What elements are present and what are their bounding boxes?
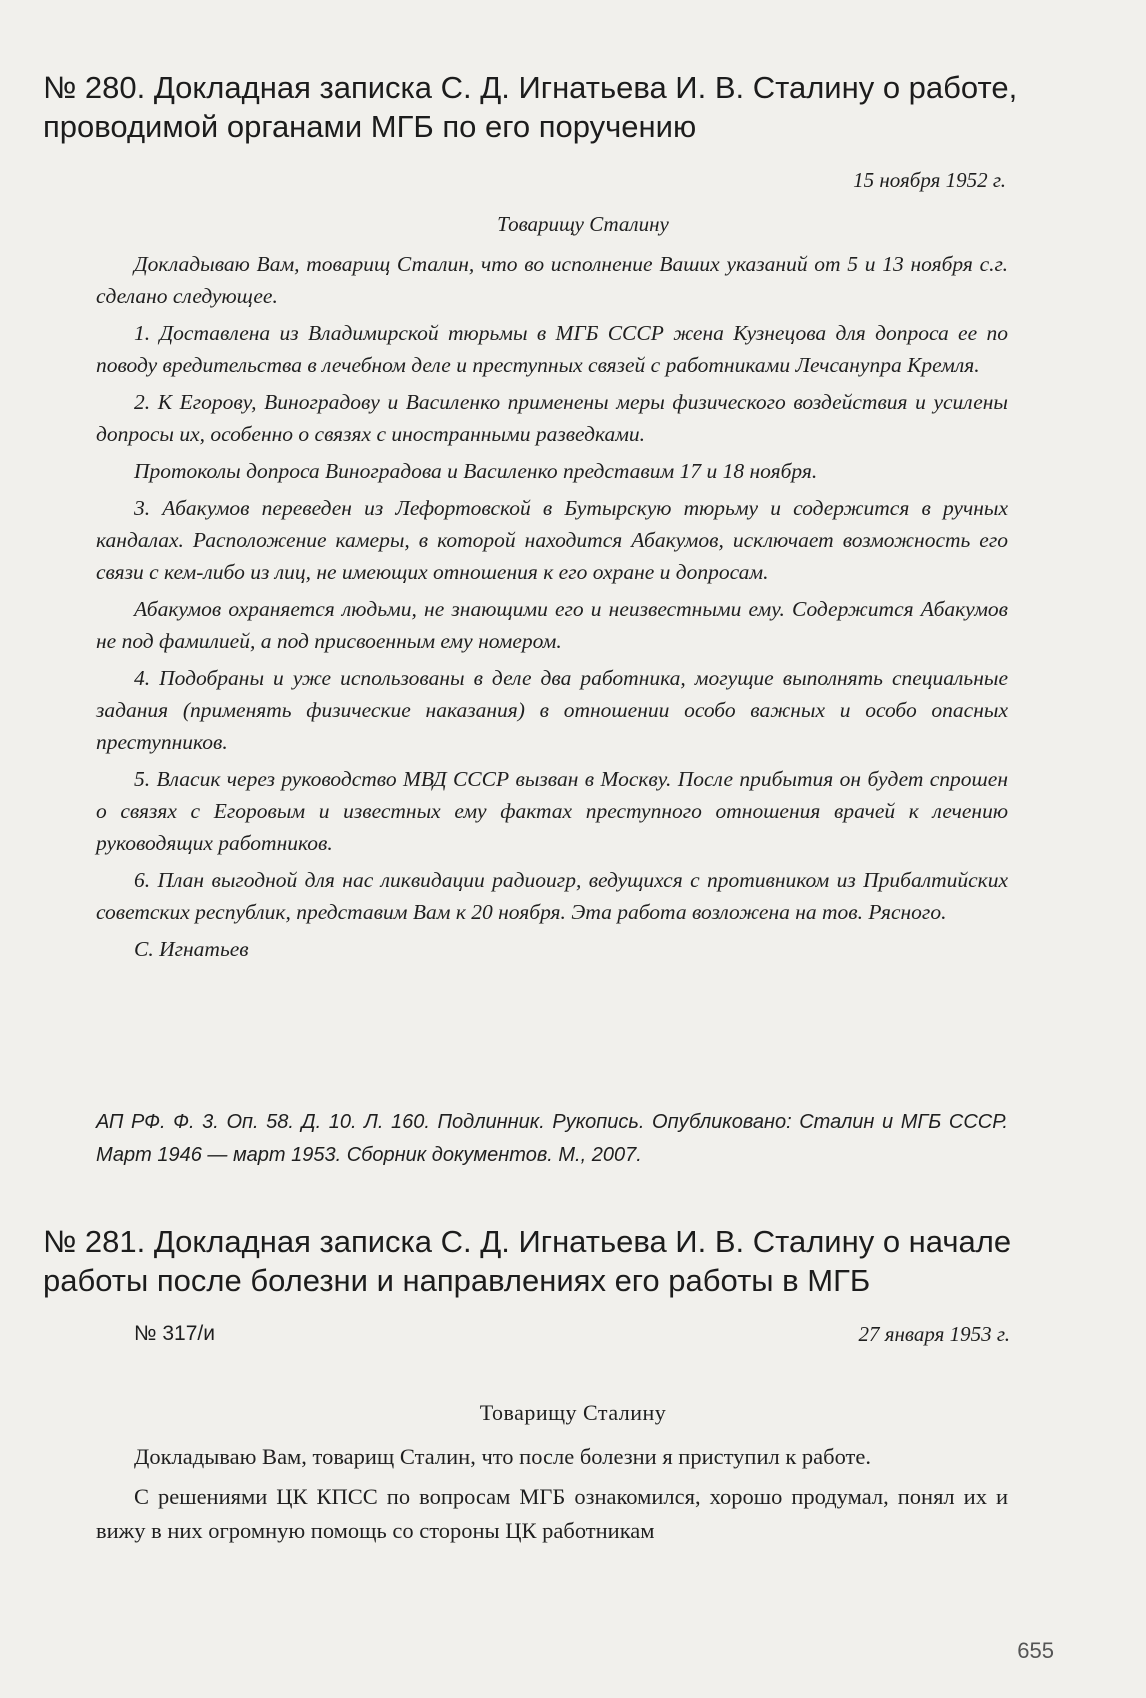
page-number: 655 [1017, 1638, 1054, 1663]
doc280-salutation: Товарищу Сталину [497, 212, 669, 236]
doc281-body [96, 1440, 1008, 1554]
doc280-paragraph: Абакумов охраняется людьми, не знающими его и неизвестными ему. Содержится Абакумов не под фамилией, а под присвоенным ему номером. [96, 597, 1008, 653]
doc280-heading: № 280. Докладная записка С. Д. Игнатьева И. В. Сталину о работе, проводимой органами МГБ по его поручению [43, 70, 1018, 144]
doc280-paragraph: Докладываю Вам, товарищ Сталин, что во исполнение Ваших указаний от 5 и 13 ноября с.г. сделано следующее. [96, 252, 1008, 308]
doc281-paragraph: Докладываю Вам, товарищ Сталин, что после болезни я приступил к работе. [134, 1444, 871, 1469]
doc281-date: 27 января 1953 г. [858, 1322, 1010, 1346]
doc280-paragraph: 6. План выгодной для нас ликвидации радиоигр, ведущихся с противником из Прибалтийских советских республик, представим Вам к 20 ноября. Эта работа возложена на тов. Рясного. [96, 868, 1008, 924]
doc281-paragraph: С решениями ЦК КПСС по вопросам МГБ ознакомился, хорошо продумал, понял их и вижу в них огромную помощь со стороны ЦК работникам [96, 1484, 1008, 1543]
doc280-paragraph: 5. Власик через руководство МВД СССР вызван в Москву. После прибытия он будет спрошен о связях с Егоровым и известных ему фактах преступного отношения врачей к лечению руководящих работников. [96, 767, 1008, 855]
doc280-paragraph: 2. К Егорову, Виноградову и Василенко применены меры физического воздействия и усилены допросы их, особенно о связях с иностранными разведками. [96, 390, 1008, 446]
doc281-number: № 317/и [134, 1322, 215, 1345]
doc280-paragraph: Протоколы допроса Виноградова и Василенко представим 17 и 18 ноября. [134, 459, 818, 483]
doc280-signature: С. Игнатьев [134, 937, 249, 961]
doc280-date: 15 ноября 1952 г. [853, 168, 1006, 192]
doc280-paragraph: 4. Подобраны и уже использованы в деле два работника, могущие выполнять специальные задания (применять физические наказания) в отношении особо важных и особо опасных преступников. [96, 666, 1008, 754]
doc280-paragraph: 3. Абакумов переведен из Лефортовской в Бутырскую тюрьму и содержится в ручных кандалах. Расположение камеры, в которой находится Абакумов, исключает возможность его связи с кем-либо из лиц, не имеющих отношения к его охране и допросам. [96, 496, 1008, 584]
doc281-heading: № 281. Докладная записка С. Д. Игнатьева И. В. Сталину о начале работы после болезни и направлениях его работы в МГБ [43, 1224, 1012, 1298]
doc281-salutation: Товарищу Сталину [479, 1400, 667, 1425]
doc280-paragraph: 1. Доставлена из Владимирской тюрьмы в МГБ СССР жена Кузнецова для допроса ее по поводу вредительства в лечебном деле и преступных связей с работниками Лечсанупра Кремля. [96, 321, 1008, 377]
doc280-archive-reference: АП РФ. Ф. 3. Оп. 58. Д. 10. Л. 160. Подлинник. Рукопись. Опубликовано: Сталин и МГБ СССР. Март 1946 — март 1953. Сборник документов. М., 2007. [96, 1111, 1008, 1166]
doc280-body [96, 248, 1008, 970]
